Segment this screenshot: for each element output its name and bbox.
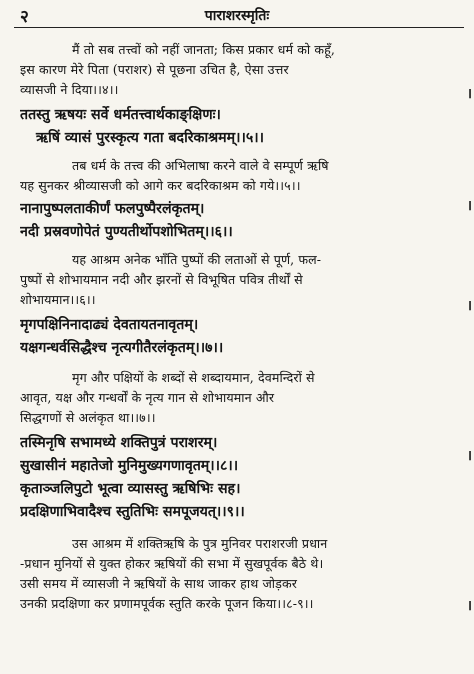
sanskrit-verse-6	[20, 198, 460, 244]
margin-mark: ।	[466, 598, 472, 614]
text-line: सिद्धगणों से अलंकृत था।।७।।	[20, 410, 156, 425]
text-line: मृग और पक्षियों के शब्दों से शब्दायमान, देवमन्दिरों से	[72, 370, 315, 385]
margin-mark: ।	[466, 198, 472, 214]
translation-paragraph-8-9	[20, 534, 460, 614]
margin-mark: ।	[466, 298, 472, 314]
margin-mark: ।	[466, 86, 472, 102]
translation-paragraph-7	[20, 368, 460, 428]
text-line: यह आश्रम अनेक भाँति पुष्पों की लताओं से पूर्ण, फल-	[72, 252, 322, 267]
verse-line: कृताञ्जलिपुटो भूत्वा व्यासस्तु ऋषिभिः सह।	[20, 481, 241, 497]
verse-line: नदी प्रस्रवणोपेतं पुण्यतीर्थोपशोभितम्।।६।।	[20, 224, 233, 240]
verse-line: नानापुष्पलताकीर्णं फलपुष्पैरलंकृतम्।	[20, 201, 205, 217]
translation-paragraph-5	[20, 156, 460, 196]
text-line: यह सुनकर श्रीव्यासजी को आगे कर बदरिकाश्रम को गये।।५।।	[20, 178, 301, 193]
text-line: उसी समय में व्यासजी ने ऋषियों के साथ जाकर हाथ जोड़कर	[20, 576, 298, 591]
translation-paragraph-6	[20, 250, 460, 310]
verse-line: सुखासीनं महातेजो मुनिमुख्यगणावृतम्।।८।।	[20, 458, 239, 474]
verse-line: प्रदक्षिणाभिवादैश्च स्तुतिभिः समपूजयत्।।९।।	[20, 504, 245, 520]
header-rule	[14, 27, 464, 28]
verse-line: तस्मिनृषि सभामध्ये शक्तिपुत्रं पराशरम्।	[20, 435, 218, 451]
text-line: इस कारण मेरे पिता (पराशर) से पूछना उचित है, ऐसा उत्तर	[20, 62, 289, 77]
sanskrit-verse-5	[20, 104, 460, 150]
verse-line: ततस्तु ऋषयः सर्वे धर्मतत्त्वार्थकाङ्क्षिणः।	[20, 107, 221, 123]
text-line: उनकी प्रदक्षिणा कर प्रणामपूर्वक स्तुति करके पूजन किया।।८-९।।	[20, 596, 314, 611]
sanskrit-verse-7	[20, 314, 460, 360]
verse-line: यक्षगन्धर्वसिद्धैश्च नृत्यगीतैरलंकृतम्।।७।।	[20, 340, 224, 356]
verse-line: ऋषिं व्यासं पुरस्कृत्य गता बदरिकाश्रमम्।।५।।	[36, 130, 265, 146]
text-line: मैं तो सब तत्त्वों को नहीं जानता; किस प्रकार धर्म को कहूँ,	[72, 42, 336, 57]
text-line: उस आश्रम में शक्तिऋषि के पुत्र मुनिवर पराशरजी प्रधान	[72, 536, 328, 551]
text-line: -प्रधान मुनियों से युक्त होकर ऋषियों की सभा में सुखपूर्वक बैठे थे।	[20, 556, 324, 571]
page-header	[0, 0, 474, 28]
text-line: आवृत, यक्ष और गन्धर्वों के नृत्य गान से शोभायमान और	[20, 390, 275, 405]
text-line: व्यासजी ने दिया।।४।।	[20, 82, 119, 97]
translation-paragraph-4	[20, 40, 460, 100]
text-line: पुष्पों से शोभायमान नदी और झरनों से विभूषित पवित्र तीर्थों से	[20, 272, 303, 287]
text-line: तब धर्म के तत्त्व की अभिलाषा करने वाले वे सम्पूर्ण ऋषि	[72, 158, 329, 173]
text-line: शोभायमान।।६।।	[20, 292, 96, 307]
running-title: पाराशरस्मृतिः	[204, 8, 270, 24]
verse-line: मृगपक्षिनिनादाढ्यं देवतायतनावृतम्।	[20, 317, 199, 333]
margin-mark: ।	[466, 448, 472, 464]
page-number: २	[20, 7, 29, 27]
sanskrit-verses-8-9	[20, 432, 460, 524]
